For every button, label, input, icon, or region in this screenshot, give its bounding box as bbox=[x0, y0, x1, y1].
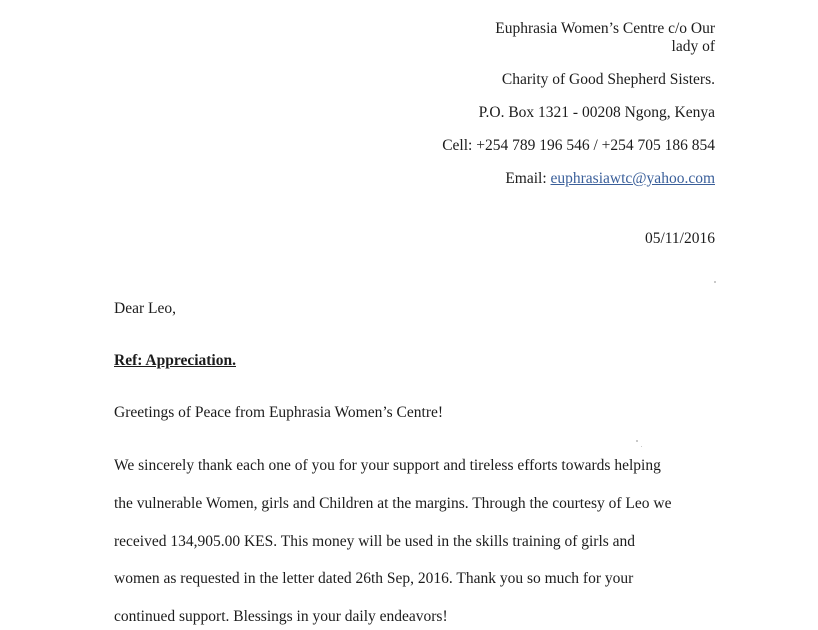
reference-line: Ref: Appreciation. bbox=[114, 352, 236, 369]
body-line-2: the vulnerable Women, girls and Children at the margins. Through the courtesy of Leo we bbox=[114, 495, 672, 512]
scan-speck bbox=[641, 446, 642, 447]
greeting: Greetings of Peace from Euphrasia Women’s Centre! bbox=[114, 404, 444, 421]
scan-speck bbox=[636, 440, 638, 442]
salutation: Dear Leo, bbox=[114, 300, 176, 317]
scan-speck bbox=[714, 281, 716, 283]
letterhead-org-line-1: Euphrasia Women’s Centre c/o Our bbox=[495, 20, 715, 37]
email-link[interactable]: euphrasiawtc@yahoo.com bbox=[550, 170, 715, 187]
email-label: Email: bbox=[505, 170, 551, 187]
letterhead-org-line-3: Charity of Good Shepherd Sisters. bbox=[501, 71, 715, 88]
body-line-4: women as requested in the letter dated 26th Sep, 2016. Thank you so much for your bbox=[114, 570, 634, 587]
letterhead-org-line-2: lady of bbox=[671, 38, 715, 55]
letterhead-po-box: P.O. Box 1321 - 00208 Ngong, Kenya bbox=[478, 104, 715, 121]
body-line-3: received 134,905.00 KES. This money will be used in the skills training of girls and bbox=[114, 533, 636, 550]
body-line-5: continued support. Blessings in your daily endeavors! bbox=[114, 608, 448, 625]
body-line-1: We sincerely thank each one of you for your support and tireless efforts towards helping bbox=[114, 457, 661, 474]
letterhead-email bbox=[505, 170, 715, 188]
letter-date: 05/11/2016 bbox=[644, 230, 715, 247]
letterhead-cell: Cell: +254 789 196 546 / +254 705 186 854 bbox=[442, 137, 715, 154]
